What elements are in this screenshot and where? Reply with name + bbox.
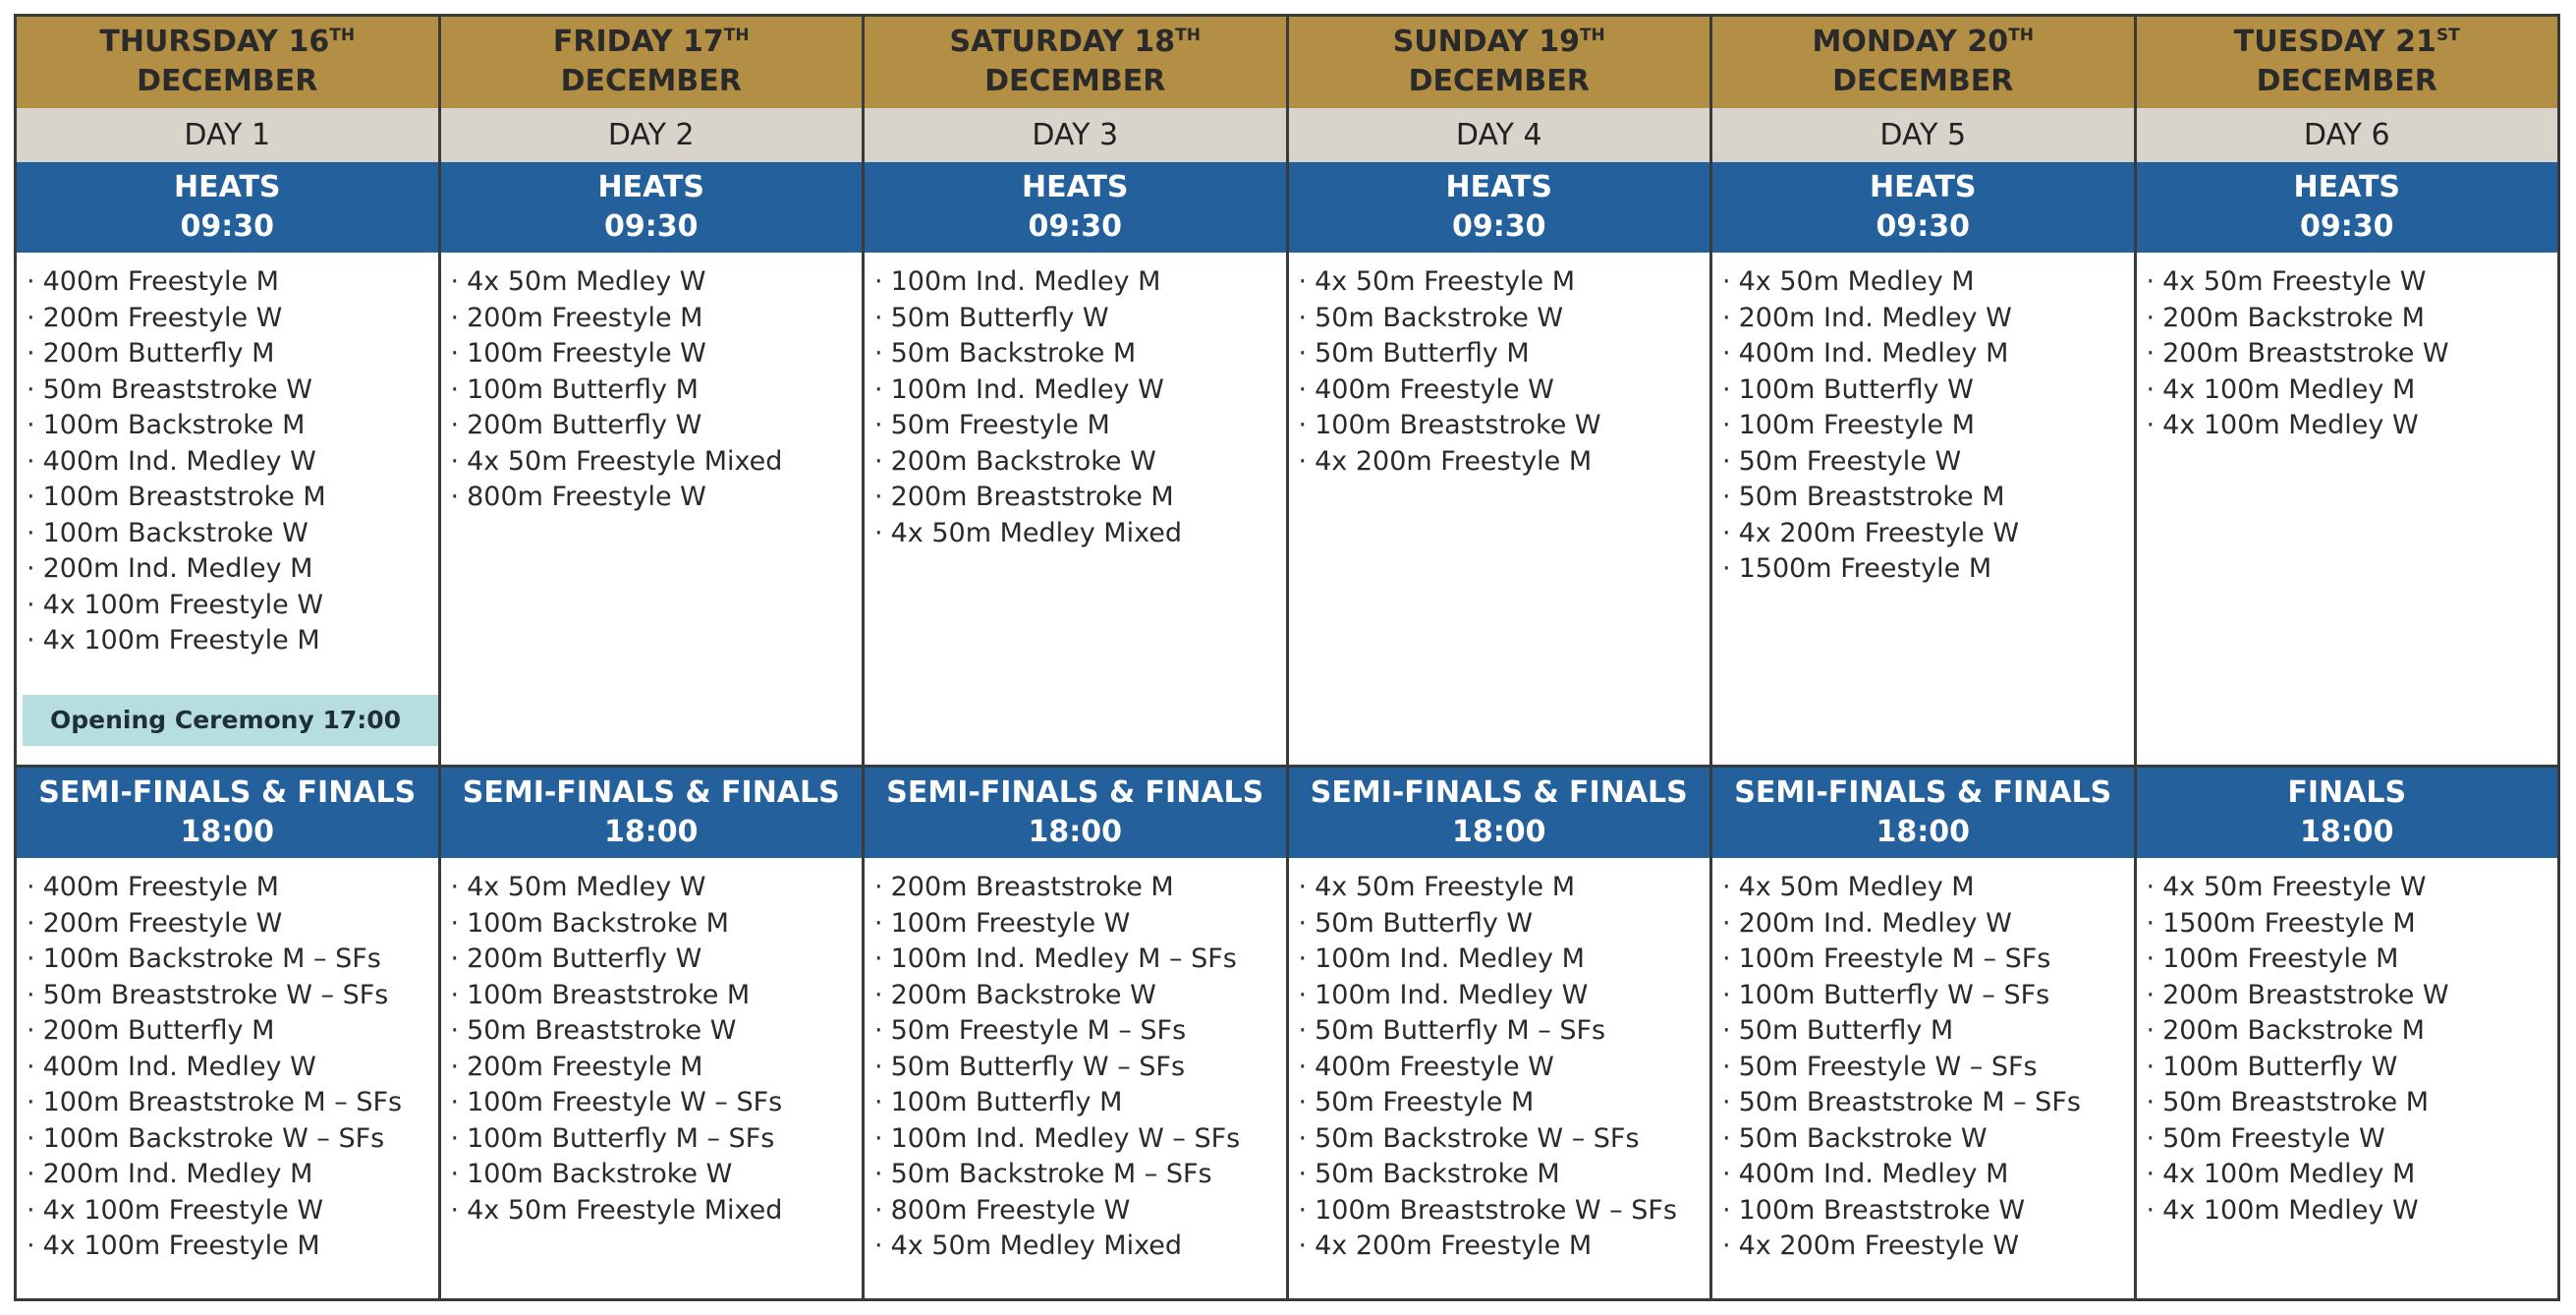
- event-item: · 200m Breaststroke M: [874, 870, 1286, 906]
- weekday-date: SATURDAY 18: [949, 25, 1176, 59]
- event-item: · 100m Freestyle W: [451, 336, 863, 372]
- date-header: [865, 17, 1286, 108]
- event-item: · 100m Freestyle W: [874, 906, 1286, 943]
- finals-events: [441, 858, 863, 1298]
- event-item: · 100m Breaststroke W: [1299, 408, 1710, 444]
- finals-time: 18:00: [1876, 815, 1970, 849]
- event-item: · 100m Butterfly M – SFs: [451, 1121, 863, 1158]
- event-item: · 1500m Freestyle M: [2147, 906, 2558, 943]
- event-item: · 4x 100m Medley M: [2147, 372, 2558, 409]
- event-item: · 4x 50m Freestyle Mixed: [451, 444, 863, 481]
- event-item: · 50m Breaststroke M: [1722, 480, 2134, 516]
- finals-header: [2137, 768, 2558, 858]
- event-item: · 50m Backstroke M – SFs: [874, 1157, 1286, 1193]
- heats-event-list: [451, 264, 863, 516]
- weekday-date: TUESDAY 21: [2233, 25, 2436, 59]
- finals-events: [865, 858, 1286, 1298]
- month-label: DECEMBER: [2256, 64, 2437, 98]
- event-item: · 50m Freestyle W: [1722, 444, 2134, 481]
- finals-time: 18:00: [1452, 815, 1546, 849]
- event-item: · 50m Freestyle W: [2147, 1121, 2558, 1158]
- event-item: · 4x 50m Medley W: [451, 264, 863, 301]
- day-column: [1286, 17, 1710, 1298]
- event-item: · 4x 50m Medley M: [1722, 264, 2134, 301]
- month-label: DECEMBER: [1408, 64, 1590, 98]
- day-column: [862, 17, 1286, 1298]
- event-item: · 4x 50m Freestyle W: [2147, 870, 2558, 906]
- opening-ceremony-banner: Opening Ceremony 17:00: [23, 695, 438, 746]
- heats-time: 09:30: [1876, 209, 1970, 244]
- event-item: · 100m Ind. Medley M: [874, 264, 1286, 301]
- finals-events: [1712, 858, 2134, 1298]
- heats-event-list: [27, 264, 438, 659]
- finals-header: [17, 768, 438, 858]
- heats-header: [2137, 162, 2558, 253]
- heats-header: [17, 162, 438, 253]
- heats-title: HEATS: [597, 170, 705, 204]
- heats-events: [865, 253, 1286, 768]
- event-item: · 200m Breaststroke W: [2147, 336, 2558, 372]
- event-item: · 200m Ind. Medley M: [27, 551, 438, 588]
- event-item: · 50m Freestyle W – SFs: [1722, 1050, 2134, 1086]
- date-suffix: ST: [2436, 26, 2460, 45]
- event-item: · 100m Ind. Medley M: [1299, 942, 1710, 978]
- event-item: · 50m Backstroke W: [1722, 1121, 2134, 1158]
- event-item: · 4x 100m Medley M: [2147, 1157, 2558, 1193]
- weekday-date: MONDAY 20: [1812, 25, 2009, 59]
- event-item: · 200m Freestyle W: [27, 906, 438, 943]
- event-item: · 4x 100m Freestyle M: [27, 1229, 438, 1265]
- event-item: · 50m Backstroke M: [874, 336, 1286, 372]
- heats-time: 09:30: [1028, 209, 1122, 244]
- event-item: · 200m Backstroke W: [874, 444, 1286, 481]
- date-header: [17, 17, 438, 108]
- weekday-date: FRIDAY 17: [552, 25, 724, 59]
- event-item: · 100m Freestyle M: [1722, 408, 2134, 444]
- event-item: · 4x 50m Freestyle M: [1299, 870, 1710, 906]
- event-item: · 100m Butterfly M: [451, 372, 863, 409]
- finals-header: [865, 768, 1286, 858]
- event-item: · 200m Breaststroke W: [2147, 978, 2558, 1014]
- schedule-table: [14, 14, 2560, 1301]
- event-item: · 200m Freestyle M: [451, 1050, 863, 1086]
- event-item: · 4x 50m Medley M: [1722, 870, 2134, 906]
- event-item: · 100m Freestyle W – SFs: [451, 1085, 863, 1121]
- event-item: · 4x 100m Medley W: [2147, 408, 2558, 444]
- heats-title: HEATS: [1021, 170, 1129, 204]
- event-item: · 100m Backstroke W: [27, 516, 438, 552]
- event-item: · 50m Backstroke W: [1299, 301, 1710, 337]
- event-item: · 100m Backstroke W – SFs: [27, 1121, 438, 1158]
- date-line: [2137, 23, 2558, 62]
- event-item: · 400m Freestyle W: [1299, 1050, 1710, 1086]
- event-item: · 50m Breaststroke W – SFs: [27, 978, 438, 1014]
- event-item: · 4x 50m Freestyle Mixed: [451, 1193, 863, 1229]
- day-column: [2134, 17, 2558, 1298]
- finals-time: 18:00: [604, 815, 699, 849]
- event-item: · 100m Butterfly M: [874, 1085, 1286, 1121]
- finals-time: 18:00: [1028, 815, 1122, 849]
- heats-events: [1712, 253, 2134, 768]
- event-item: · 400m Ind. Medley W: [27, 1050, 438, 1086]
- finals-title: SEMI-FINALS & FINALS: [462, 775, 840, 810]
- event-item: · 50m Butterfly W: [874, 301, 1286, 337]
- heats-event-list: [1299, 264, 1710, 480]
- event-item: · 4x 100m Medley W: [2147, 1193, 2558, 1229]
- event-item: · 100m Ind. Medley W – SFs: [874, 1121, 1286, 1158]
- weekday-date: THURSDAY 16: [99, 25, 330, 59]
- event-item: · 400m Freestyle M: [27, 264, 438, 301]
- event-item: · 50m Butterfly W: [1299, 906, 1710, 943]
- month-label: DECEMBER: [560, 64, 742, 98]
- event-item: · 4x 100m Freestyle W: [27, 1193, 438, 1229]
- event-item: · 100m Ind. Medley W: [1299, 978, 1710, 1014]
- event-item: · 200m Breaststroke M: [874, 480, 1286, 516]
- heats-time: 09:30: [604, 209, 699, 244]
- day-label: DAY 5: [1712, 108, 2134, 162]
- heats-time: 09:30: [180, 209, 274, 244]
- day-label: DAY 1: [17, 108, 438, 162]
- event-item: · 4x 50m Freestyle M: [1299, 264, 1710, 301]
- heats-title: HEATS: [173, 170, 281, 204]
- event-item: · 50m Freestyle M – SFs: [874, 1013, 1286, 1050]
- event-item: · 50m Breaststroke W: [451, 1013, 863, 1050]
- finals-title: SEMI-FINALS & FINALS: [1734, 775, 2112, 810]
- event-item: · 100m Freestyle M: [2147, 942, 2558, 978]
- heats-header: [865, 162, 1286, 253]
- heats-title: HEATS: [1869, 170, 1977, 204]
- event-item: · 50m Freestyle M: [1299, 1085, 1710, 1121]
- event-item: · 4x 200m Freestyle W: [1722, 516, 2134, 552]
- day-label: DAY 3: [865, 108, 1286, 162]
- finals-title: SEMI-FINALS & FINALS: [1310, 775, 1688, 810]
- event-item: · 100m Ind. Medley M – SFs: [874, 942, 1286, 978]
- finals-title: SEMI-FINALS & FINALS: [886, 775, 1264, 810]
- finals-event-list: [1722, 870, 2134, 1265]
- date-line: [1289, 23, 1710, 62]
- event-item: · 50m Butterfly M: [1299, 336, 1710, 372]
- event-item: · 50m Breaststroke W: [27, 372, 438, 409]
- event-item: · 4x 50m Freestyle W: [2147, 264, 2558, 301]
- event-item: · 1500m Freestyle M: [1722, 551, 2134, 588]
- event-item: · 100m Butterfly W: [2147, 1050, 2558, 1086]
- event-item: · 50m Backstroke M: [1299, 1157, 1710, 1193]
- date-suffix: TH: [1579, 26, 1605, 45]
- event-item: · 200m Ind. Medley W: [1722, 301, 2134, 337]
- event-item: · 50m Breaststroke M – SFs: [1722, 1085, 2134, 1121]
- event-item: · 4x 50m Medley Mixed: [874, 1229, 1286, 1265]
- event-item: · 4x 100m Freestyle M: [27, 623, 438, 659]
- event-item: · 100m Breaststroke W – SFs: [1299, 1193, 1710, 1229]
- event-item: · 50m Butterfly W – SFs: [874, 1050, 1286, 1086]
- event-item: · 200m Freestyle M: [451, 301, 863, 337]
- finals-time: 18:00: [180, 815, 274, 849]
- heats-event-list: [874, 264, 1286, 551]
- day-column: [1709, 17, 2134, 1298]
- date-line: [1712, 23, 2134, 62]
- date-suffix: TH: [329, 26, 356, 45]
- finals-header: [441, 768, 863, 858]
- event-item: · 50m Freestyle M: [874, 408, 1286, 444]
- event-item: · 4x 50m Medley W: [451, 870, 863, 906]
- heats-time: 09:30: [2300, 209, 2394, 244]
- finals-event-list: [874, 870, 1286, 1265]
- event-item: · 100m Breaststroke M: [451, 978, 863, 1014]
- date-line: [17, 23, 438, 62]
- heats-events: [441, 253, 863, 768]
- event-item: · 200m Freestyle W: [27, 301, 438, 337]
- event-item: · 50m Butterfly M: [1722, 1013, 2134, 1050]
- event-item: · 100m Backstroke W: [451, 1157, 863, 1193]
- heats-time: 09:30: [1452, 209, 1546, 244]
- event-item: · 200m Butterfly M: [27, 336, 438, 372]
- finals-events: [17, 858, 438, 1298]
- month-label: DECEMBER: [984, 64, 1166, 98]
- heats-event-list: [2147, 264, 2558, 444]
- day-label: DAY 6: [2137, 108, 2558, 162]
- finals-event-list: [451, 870, 863, 1229]
- heats-header: [1289, 162, 1710, 253]
- date-suffix: TH: [723, 26, 750, 45]
- heats-events: [1289, 253, 1710, 768]
- event-item: · 50m Backstroke W – SFs: [1299, 1121, 1710, 1158]
- event-item: · 50m Butterfly M – SFs: [1299, 1013, 1710, 1050]
- finals-event-list: [2147, 870, 2558, 1229]
- date-header: [441, 17, 863, 108]
- heats-title: HEATS: [1445, 170, 1553, 204]
- date-line: [865, 23, 1286, 62]
- event-item: · 100m Backstroke M: [27, 408, 438, 444]
- event-item: · 200m Backstroke M: [2147, 1013, 2558, 1050]
- finals-time: 18:00: [2300, 815, 2394, 849]
- heats-title: HEATS: [2293, 170, 2401, 204]
- event-item: · 400m Freestyle M: [27, 870, 438, 906]
- date-header: [1712, 17, 2134, 108]
- finals-event-list: [27, 870, 438, 1265]
- event-item: · 4x 200m Freestyle M: [1299, 1229, 1710, 1265]
- date-header: [2137, 17, 2558, 108]
- day-column: [17, 17, 438, 1298]
- finals-event-list: [1299, 870, 1710, 1265]
- heats-events: [2137, 253, 2558, 768]
- date-suffix: TH: [2008, 26, 2034, 45]
- weekday-date: SUNDAY 19: [1392, 25, 1580, 59]
- event-item: · 200m Butterfly M: [27, 1013, 438, 1050]
- event-item: · 100m Backstroke M – SFs: [27, 942, 438, 978]
- event-item: · 100m Butterfly W: [1722, 372, 2134, 409]
- event-item: · 200m Butterfly W: [451, 408, 863, 444]
- date-suffix: TH: [1175, 26, 1201, 45]
- event-item: · 100m Backstroke M: [451, 906, 863, 943]
- event-item: · 100m Breaststroke M – SFs: [27, 1085, 438, 1121]
- event-item: · 50m Breaststroke M: [2147, 1085, 2558, 1121]
- heats-events: [17, 253, 438, 768]
- month-label: DECEMBER: [137, 64, 318, 98]
- heats-header: [441, 162, 863, 253]
- event-item: · 400m Ind. Medley M: [1722, 336, 2134, 372]
- date-line: [441, 23, 863, 62]
- finals-header: [1289, 768, 1710, 858]
- finals-header: [1712, 768, 2134, 858]
- event-item: · 100m Ind. Medley W: [874, 372, 1286, 409]
- event-item: · 400m Freestyle W: [1299, 372, 1710, 409]
- finals-title: FINALS: [2287, 775, 2407, 810]
- day-column: [438, 17, 863, 1298]
- event-item: · 200m Ind. Medley W: [1722, 906, 2134, 943]
- finals-title: SEMI-FINALS & FINALS: [38, 775, 417, 810]
- event-item: · 100m Breaststroke W: [1722, 1193, 2134, 1229]
- event-item: · 4x 200m Freestyle M: [1299, 444, 1710, 481]
- event-item: · 800m Freestyle W: [451, 480, 863, 516]
- heats-header: [1712, 162, 2134, 253]
- event-item: · 200m Ind. Medley M: [27, 1157, 438, 1193]
- date-header: [1289, 17, 1710, 108]
- event-item: · 4x 100m Freestyle W: [27, 588, 438, 624]
- event-item: · 100m Breaststroke M: [27, 480, 438, 516]
- event-item: · 400m Ind. Medley M: [1722, 1157, 2134, 1193]
- heats-event-list: [1722, 264, 2134, 588]
- event-item: · 4x 200m Freestyle W: [1722, 1229, 2134, 1265]
- day-label: DAY 4: [1289, 108, 1710, 162]
- event-item: · 200m Backstroke W: [874, 978, 1286, 1014]
- event-item: · 200m Backstroke M: [2147, 301, 2558, 337]
- finals-events: [1289, 858, 1710, 1298]
- day-label: DAY 2: [441, 108, 863, 162]
- event-item: · 100m Butterfly W – SFs: [1722, 978, 2134, 1014]
- event-item: · 200m Butterfly W: [451, 942, 863, 978]
- event-item: · 4x 50m Medley Mixed: [874, 516, 1286, 552]
- finals-events: [2137, 858, 2558, 1298]
- month-label: DECEMBER: [1832, 64, 2014, 98]
- event-item: · 800m Freestyle W: [874, 1193, 1286, 1229]
- event-item: · 100m Freestyle M – SFs: [1722, 942, 2134, 978]
- event-item: · 400m Ind. Medley W: [27, 444, 438, 481]
